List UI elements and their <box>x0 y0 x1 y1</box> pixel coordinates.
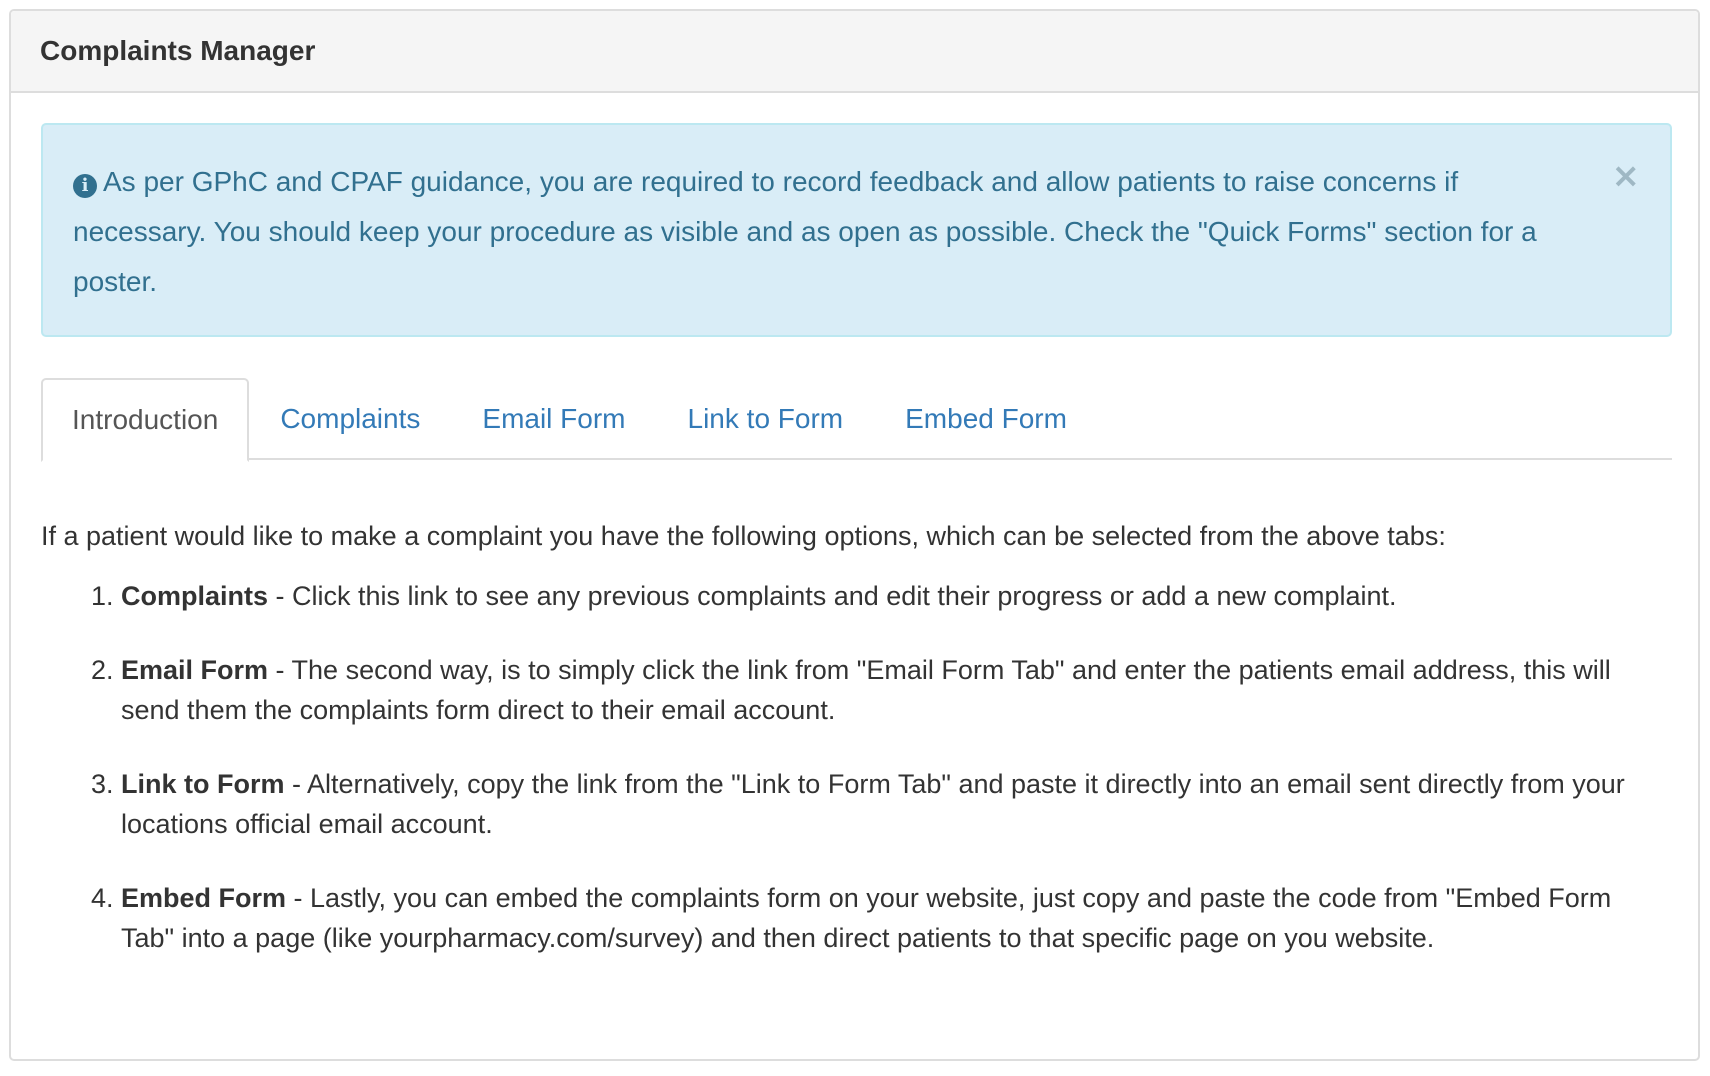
option-title: Email Form <box>121 655 269 685</box>
panel-body <box>11 93 1698 958</box>
panel-title: Complaints Manager <box>40 35 316 66</box>
list-item <box>121 764 1668 844</box>
tab-content-introduction <box>41 476 1668 958</box>
close-icon[interactable]: × <box>1611 156 1640 196</box>
tab-introduction[interactable]: Introduction <box>41 378 249 462</box>
info-alert <box>41 123 1672 337</box>
tab-bar <box>41 378 1672 460</box>
list-item <box>121 650 1668 730</box>
tab-embed-form[interactable]: Embed Form <box>905 403 1067 434</box>
alert-text: As per GPhC and CPAF guidance, you are required to record feedback and allow patients to raise concerns if necessary. You should keep your procedure as visible and as open as possible. Check the "Quick Forms" section for a poster. <box>73 166 1537 297</box>
option-description: - Alternatively, copy the link from the "Link to Form Tab" and paste it directly into an email sent directly from your locations official email account. <box>121 769 1625 839</box>
intro-text: If a patient would like to make a complaint you have the following options, which can be selected from the above tabs: <box>41 521 1446 551</box>
option-title: Complaints <box>121 581 269 611</box>
complaints-manager-panel <box>9 9 1700 1061</box>
options-list <box>41 576 1668 958</box>
tab-link-to-form[interactable]: Link to Form <box>687 403 844 434</box>
option-description: - Lastly, you can embed the complaints form on your website, just copy and paste the code from "Embed Form Tab" into a page (like yourpharmacy.com/survey) and then direct patients to that specific page on you website. <box>121 883 1612 953</box>
option-title: Link to Form <box>121 769 285 799</box>
tab-email-form[interactable]: Email Form <box>482 403 626 434</box>
option-title: Embed Form <box>121 883 287 913</box>
list-item <box>121 576 1668 616</box>
option-description: - The second way, is to simply click the link from "Email Form Tab" and enter the patients email address, this will send them the complaints form direct to their email account. <box>121 655 1611 725</box>
info-circle-icon: i <box>73 174 97 198</box>
tab-complaints[interactable]: Complaints <box>280 403 421 434</box>
option-description: - Click this link to see any previous complaints and edit their progress or add a new complaint. <box>268 581 1397 611</box>
list-item <box>121 878 1668 958</box>
panel-heading <box>11 11 1698 93</box>
